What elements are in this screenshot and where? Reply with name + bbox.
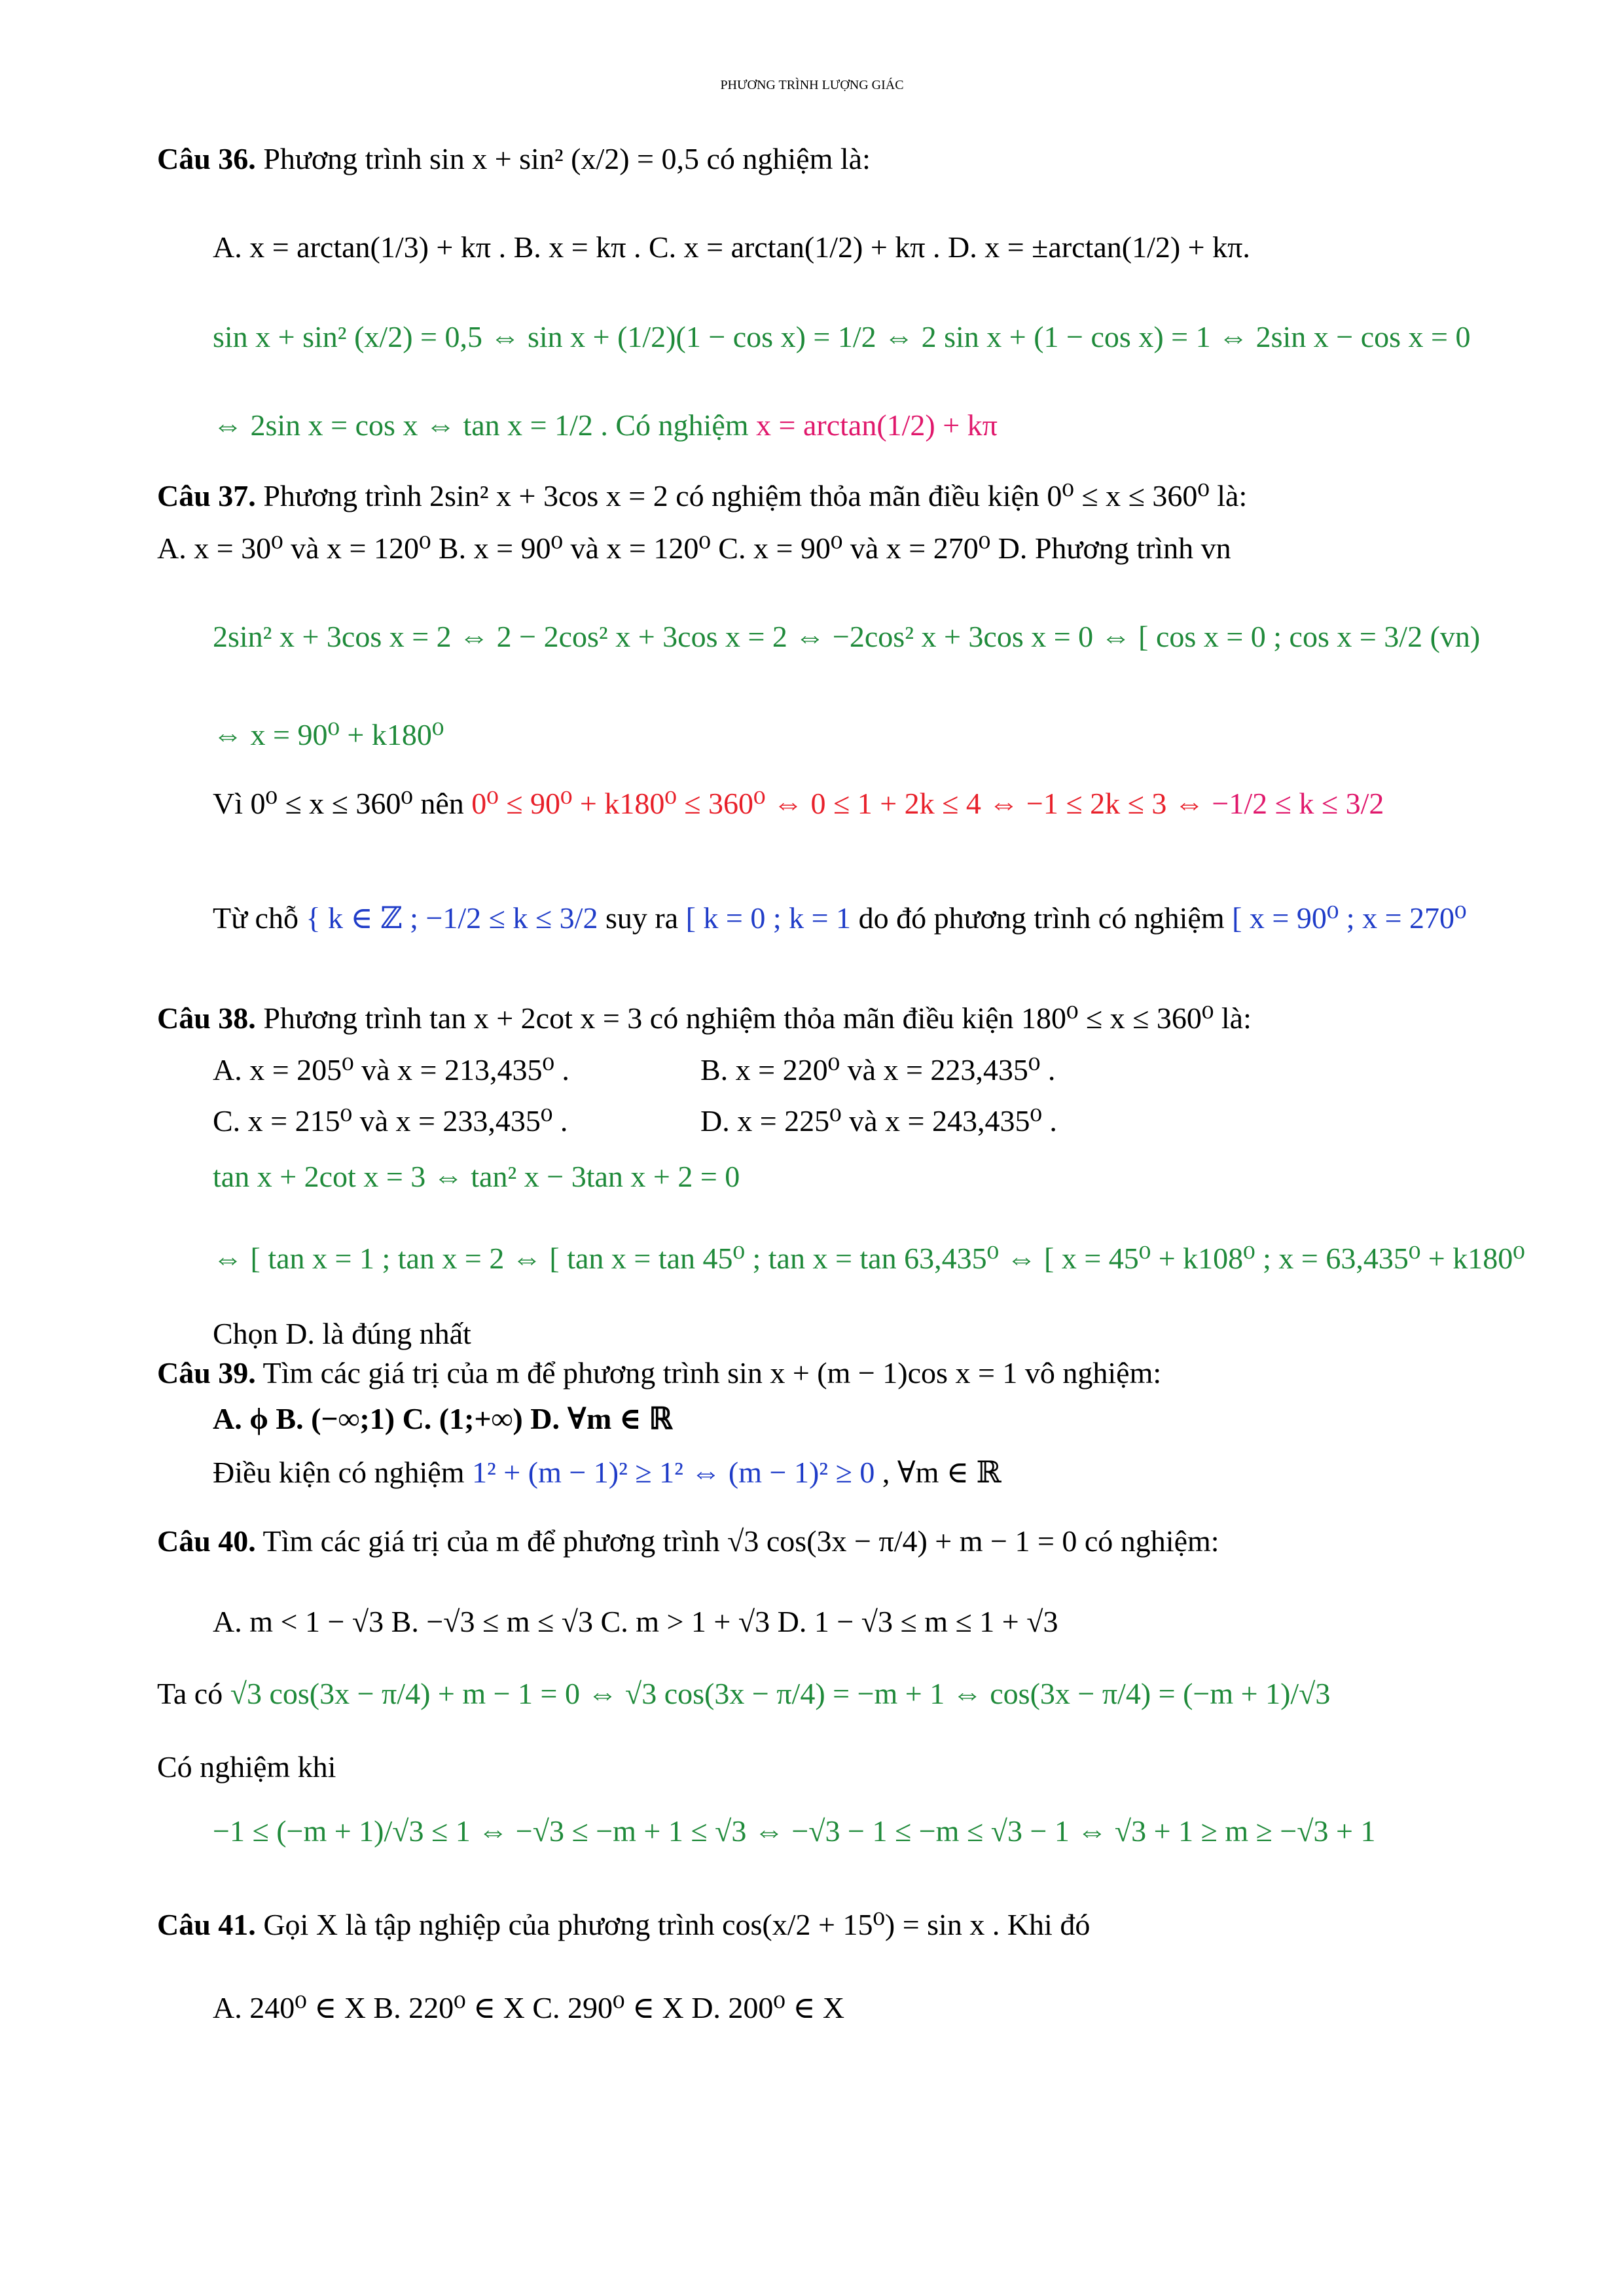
- question-36-text: Phương trình sin x + sin² (x/2) = 0,5 có nghiệm là:: [263, 142, 871, 175]
- question-40-text: Tìm các giá trị của m để phương trình √3 cos(3x − π/4) + m − 1 = 0 có nghiệm:: [262, 1524, 1219, 1558]
- question-38-option-a: A. x = 205⁰ và x = 213,435⁰ .: [213, 1053, 569, 1086]
- question-41-options: A. 240⁰ ∈ X B. 220⁰ ∈ X C. 290⁰ ∈ X D. 200⁰ ∈ X: [213, 1991, 845, 2024]
- question-37-solution-4f: [ x = 90⁰ ; x = 270⁰: [1232, 901, 1467, 935]
- question-36-answer: x = arctan(1/2) + kπ: [756, 408, 998, 442]
- question-40-solution-1: [157, 1676, 1330, 1712]
- question-38-solution-1: tan x + 2cot x = 3 ⇔ tan² x − 3tan x + 2 = 0: [213, 1160, 740, 1193]
- question-37-text: Phương trình 2sin² x + 3cos x = 2 có nghiệm thỏa mãn điều kiện 0⁰ ≤ x ≤ 360⁰ là:: [263, 479, 1248, 512]
- question-39: [157, 1355, 1161, 1391]
- question-37-solution-4a: Từ chỗ: [213, 901, 298, 935]
- question-40: [157, 1523, 1219, 1559]
- question-38-option-c: C. x = 215⁰ và x = 233,435⁰ .: [213, 1104, 568, 1138]
- question-40-options: A. m < 1 − √3 B. −√3 ≤ m ≤ √3 C. m > 1 + √3 D. 1 − √3 ≤ m ≤ 1 + √3: [213, 1605, 1058, 1638]
- question-39-solution-c: , ∀m ∈ ℝ: [882, 1456, 1001, 1489]
- question-37: [157, 478, 1247, 514]
- question-38-option-d: D. x = 225⁰ và x = 243,435⁰ .: [700, 1104, 1057, 1138]
- question-37-solution-3a: Vì 0⁰ ≤ x ≤ 360⁰ nên: [213, 787, 464, 820]
- question-39-solution: [213, 1454, 1001, 1490]
- question-37-solution-1: 2sin² x + 3cos x = 2 ⇔ 2 − 2cos² x + 3cos x = 2 ⇔ −2cos² x + 3cos x = 0 ⇔ [ cos x = 0 ; cos x = 3/2 (vn): [213, 620, 1481, 653]
- question-38-option-b: B. x = 220⁰ và x = 223,435⁰ .: [700, 1053, 1056, 1086]
- question-40-label: Câu 40.: [157, 1524, 256, 1558]
- question-36-options: A. x = arctan(1/3) + kπ . B. x = kπ . C. x = arctan(1/2) + kπ . D. x = ±arctan(1/2) + kπ.: [213, 230, 1250, 264]
- question-37-solution-3b: 0⁰ ≤ 90⁰ + k180⁰ ≤ 360⁰ ⇔ 0 ≤ 1 + 2k ≤ 4 ⇔ −1 ≤ 2k ≤ 3 ⇔: [471, 787, 1204, 820]
- question-39-solution-a: Điều kiện có nghiệm: [213, 1456, 465, 1489]
- question-37-solution-3: [213, 785, 1384, 821]
- question-37-solution-3c: −1/2 ≤ k ≤ 3/2: [1212, 787, 1384, 820]
- question-41-label: Câu 41.: [157, 1908, 256, 1941]
- question-37-solution-4c: suy ra: [605, 901, 679, 935]
- question-37-solution-4e: do đó phương trình có nghiệm: [858, 901, 1225, 935]
- question-40-solution-3: −1 ≤ (−m + 1)/√3 ≤ 1 ⇔ −√3 ≤ −m + 1 ≤ √3 ⇔ −√3 − 1 ≤ −m ≤ √3 − 1 ⇔ √3 + 1 ≥ m ≥ −√3 + 1: [213, 1814, 1376, 1848]
- question-36: [157, 141, 871, 177]
- question-36-solution-2a: ⇔ 2sin x = cos x ⇔ tan x = 1/2 . Có nghiệm: [213, 408, 749, 442]
- question-38-text: Phương trình tan x + 2cot x = 3 có nghiệm thỏa mãn điều kiện 180⁰ ≤ x ≤ 360⁰ là:: [263, 1001, 1252, 1035]
- question-37-options: A. x = 30⁰ và x = 120⁰ B. x = 90⁰ và x = 120⁰ C. x = 90⁰ và x = 270⁰ D. Phương trình vn: [157, 531, 1231, 565]
- question-40-solution-2: Có nghiệm khi: [157, 1750, 336, 1784]
- question-40-solution-1a: Ta có: [157, 1677, 223, 1710]
- question-37-solution-2: ⇔ x = 90⁰ + k180⁰: [213, 718, 444, 751]
- question-38-solution-3: Chọn D. là đúng nhất: [213, 1317, 471, 1350]
- question-39-text: Tìm các giá trị của m để phương trình sin x + (m − 1)cos x = 1 vô nghiệm:: [262, 1356, 1162, 1390]
- question-40-solution-1b: √3 cos(3x − π/4) + m − 1 = 0 ⇔ √3 cos(3x − π/4) = −m + 1 ⇔ cos(3x − π/4) = (−m + 1)/√3: [230, 1677, 1331, 1710]
- question-36-solution-2: [213, 407, 998, 443]
- question-39-options: A. ϕ B. (−∞;1) C. (1;+∞) D. ∀m ∈ ℝ: [213, 1402, 673, 1435]
- question-41-text: Gọi X là tập nghiệp của phương trình cos(x/2 + 15⁰) = sin x . Khi đó: [263, 1908, 1091, 1941]
- question-39-label: Câu 39.: [157, 1356, 256, 1390]
- question-39-solution-b: 1² + (m − 1)² ≥ 1² ⇔ (m − 1)² ≥ 0: [472, 1456, 875, 1489]
- question-37-solution-4b: { k ∈ ℤ ; −1/2 ≤ k ≤ 3/2: [306, 901, 598, 935]
- question-38: [157, 1000, 1252, 1036]
- question-38-solution-2: ⇔ [ tan x = 1 ; tan x = 2 ⇔ [ tan x = tan 45⁰ ; tan x = tan 63,435⁰ ⇔ [ x = 45⁰ + k108⁰ ; x = 63,435⁰ + k180⁰: [213, 1242, 1525, 1275]
- question-38-label: Câu 38.: [157, 1001, 256, 1035]
- question-37-solution-4: [213, 900, 1466, 936]
- question-36-solution-1: sin x + sin² (x/2) = 0,5 ⇔ sin x + (1/2)(1 − cos x) = 1/2 ⇔ 2 sin x + (1 − cos x) = 1 ⇔ 2sin x − cos x = 0: [213, 320, 1471, 353]
- question-37-solution-4d: [ k = 0 ; k = 1: [685, 901, 852, 935]
- question-37-label: Câu 37.: [157, 479, 256, 512]
- question-36-label: Câu 36.: [157, 142, 256, 175]
- question-41: [157, 1907, 1090, 1943]
- page-header: PHƯƠNG TRÌNH LƯỢNG GIÁC: [720, 78, 904, 92]
